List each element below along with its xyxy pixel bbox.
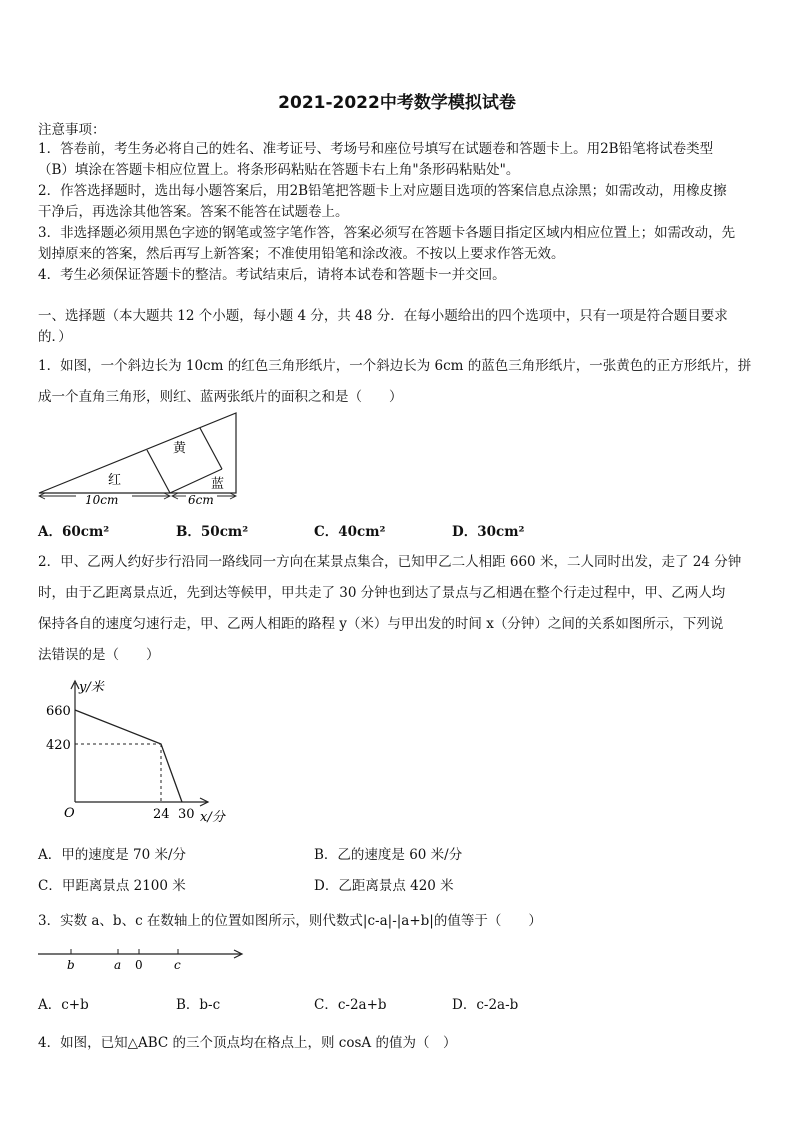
q1-figure [36, 410, 246, 510]
label-red: 红 [108, 473, 122, 488]
q1-option-d[interactable]: D．30cm² [452, 524, 525, 540]
notice-line: （B）填涂在答题卡相应位置上。将条形码粘贴在答题卡右上角"条形码粘贴处"。 [38, 162, 520, 178]
origin-label: O [64, 806, 75, 821]
notice-line: 2．作答选择题时，选出每小题答案后，用2B铅笔把答题卡上对应题目选项的答案信息点涂黑；如需改动，用橡皮擦 [38, 183, 727, 199]
q3-number-line [36, 940, 248, 976]
x-tick-24: 24 [153, 807, 170, 822]
y-tick-420: 420 [46, 738, 71, 753]
point-c: c [174, 958, 181, 972]
x-tick-30: 30 [178, 807, 195, 822]
q3-option-c[interactable]: C．c-2a+b [314, 997, 387, 1013]
y-axis-label: y/米 [79, 680, 104, 695]
label-blue: 蓝 [211, 477, 225, 492]
question-2-text: 2．甲、乙两人约好步行沿同一路线同一方向在某景点集合，已知甲乙二人相距 660 米，二人同时出发，走了 24 分钟 [38, 554, 742, 570]
q1-option-c[interactable]: C．40cm² [314, 524, 386, 540]
label-yellow: 黄 [173, 441, 187, 456]
notice-line: 1．答卷前，考生务必将自己的姓名、准考证号、考场号和座位号填写在试题卷和答题卡上。用2B铅笔将试卷类型 [38, 141, 714, 157]
notice-line: 4．考生必须保证答题卡的整洁。考试结束后，请将本试卷和答题卡一并交回。 [38, 267, 506, 283]
q3-option-b[interactable]: B．b-c [176, 997, 221, 1013]
question-1-text: 1．如图，一个斜边长为 10cm 的红色三角形纸片，一个斜边长为 6cm 的蓝色三角形纸片，一张黄色的正方形纸片，拼 [38, 358, 752, 374]
page-title: 2021-2022中考数学模拟试卷 [278, 93, 516, 113]
label-6cm: 6cm [188, 493, 214, 507]
section-heading-cont: 的．） [38, 329, 72, 345]
q1-option-b[interactable]: B．50cm² [176, 524, 249, 540]
question-3-text: 3．实数 a、b、c 在数轴上的位置如图所示，则代数式|c-a|-|a+b|的值等于（ ） [38, 913, 542, 929]
notice-heading: 注意事项： [38, 122, 106, 138]
x-axis-label: x/分 [200, 810, 225, 825]
question-2-text: 法错误的是（ ） [38, 647, 160, 663]
question-1-text: 成一个直角三角形，则红、蓝两张纸片的面积之和是（ ） [38, 389, 403, 405]
question-4-text: 4．如图，已知△ABC 的三个顶点均在格点上，则 cosA 的值为（ ） [38, 1035, 457, 1051]
point-b: b [67, 958, 75, 972]
section-heading: 一、选择题（本大题共 12 个小题，每小题 4 分，共 48 分．在每小题给出的四个选项中，只有一项是符合题目要求 [38, 308, 728, 324]
q2-option-c[interactable]: C．甲距离景点 2100 米 [38, 878, 186, 894]
y-tick-660: 660 [46, 704, 71, 719]
q2-option-a[interactable]: A．甲的速度是 70 米/分 [38, 847, 187, 863]
q2-option-b[interactable]: B．乙的速度是 60 米/分 [314, 847, 463, 863]
label-10cm: 10cm [85, 493, 119, 507]
question-2-text: 时，由于乙距离景点近，先到达等候甲，甲共走了 30 分钟也到达了景点与乙相遇在整个行走过程中，甲、乙两人均 [38, 585, 726, 601]
q3-option-a[interactable]: A．c+b [38, 997, 89, 1013]
notice-line: 3．非选择题必须用黑色字迹的钢笔或签字笔作答，答案必须写在答题卡各题目指定区域内相应位置上；如需改动，先 [38, 225, 736, 241]
notice-line: 划掉原来的答案，然后再写上新答案；不准使用铅笔和涂改液。不按以上要求作答无效。 [38, 246, 565, 262]
q1-option-a[interactable]: A．60cm² [38, 524, 110, 540]
q3-option-d[interactable]: D．c-2a-b [452, 997, 519, 1013]
q2-option-d[interactable]: D．乙距离景点 420 米 [314, 878, 454, 894]
point-a: a [114, 958, 122, 972]
q2-graph [40, 675, 240, 830]
notice-line: 干净后，再选涂其他答案。答案不能答在试题卷上。 [38, 204, 349, 220]
question-2-text: 保持各自的速度匀速行走，甲、乙两人相距的路程 y（米）与甲出发的时间 x（分钟）之间的关系如图所示，下列说 [38, 616, 724, 632]
point-0: 0 [135, 958, 143, 972]
